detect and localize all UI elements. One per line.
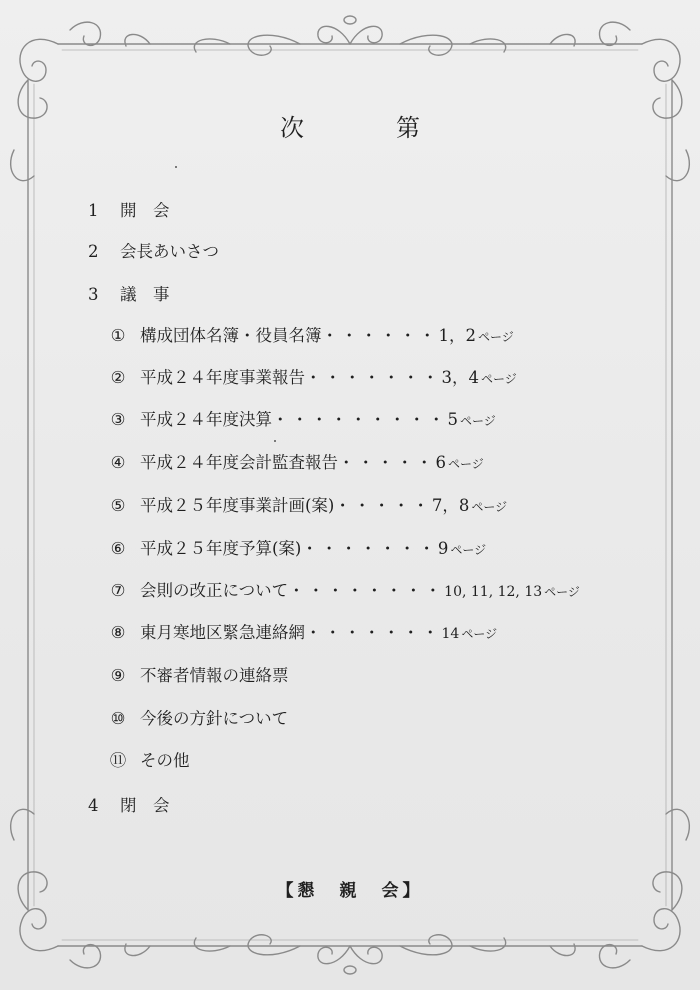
section-number: 3: [88, 285, 99, 304]
page-unit: ページ: [481, 372, 517, 386]
dot-leader: ・・・・・・・・・: [272, 410, 448, 429]
agenda-item: [96, 325, 514, 348]
section-number: 1: [88, 201, 99, 220]
section-label: 議 事: [120, 285, 170, 304]
page-reference: 1，2: [438, 326, 476, 345]
page-unit: ページ: [448, 457, 484, 471]
agenda-item-label: 今後の方針について: [140, 709, 289, 728]
page-unit: ページ: [478, 330, 514, 344]
dot-leader: ・・・・・・: [321, 326, 439, 345]
page-unit: ページ: [471, 500, 508, 514]
page-reference: 9: [437, 539, 449, 558]
agenda-item: [96, 750, 190, 772]
scan-speck: [175, 166, 177, 168]
section-row-3: [88, 284, 170, 306]
agenda-item-marker: ⑨: [110, 666, 126, 685]
section-row-4: [88, 795, 170, 817]
agenda-item-label: 平成２４年度事業報告: [140, 368, 305, 387]
agenda-item: [96, 367, 517, 390]
page-reference: 6: [435, 453, 446, 472]
agenda-item-marker: ⑦: [110, 581, 126, 600]
agenda-item-label: 平成２５年度予算(案): [140, 539, 302, 558]
scan-speck: [274, 440, 276, 442]
page-title: 次 第: [280, 114, 454, 142]
agenda-item-label: 不審者情報の連絡票: [140, 666, 289, 685]
section-number: 4: [88, 796, 99, 815]
page-reference: 10, 11, 12, 13: [444, 584, 543, 600]
section-row-1: [88, 200, 170, 222]
agenda-item: [96, 495, 507, 518]
agenda-item: [96, 708, 288, 730]
page-reference: 3，4: [441, 368, 479, 387]
agenda-item-marker: ①: [110, 326, 126, 345]
page-unit: ページ: [461, 627, 498, 641]
section-label: 閉 会: [120, 796, 170, 815]
agenda-item-marker: ③: [110, 410, 126, 429]
section-number: 2: [88, 242, 99, 261]
agenda-item-label: 平成２４年度決算: [140, 410, 272, 429]
dot-leader: ・・・・・: [338, 453, 436, 472]
agenda-item-marker: ⑥: [110, 539, 126, 558]
agenda-item-marker: ④: [110, 453, 126, 472]
agenda-item-label: 会則の改正について: [140, 581, 289, 600]
agenda-item-marker: ⑩: [110, 709, 126, 728]
agenda-item: [96, 665, 289, 687]
dot-leader: ・・・・・・・: [305, 368, 442, 387]
page-unit: ページ: [460, 414, 496, 428]
dot-leader: ・・・・・・・・: [288, 581, 445, 600]
agenda-item-label: その他: [140, 751, 190, 770]
agenda-item: [96, 409, 496, 432]
agenda-item: [96, 622, 497, 645]
closing-event-label: 【懇 親 会】: [276, 881, 424, 901]
section-row-2: [88, 241, 219, 263]
page-reference: 5: [447, 410, 458, 429]
page-unit: ページ: [544, 585, 580, 599]
agenda-item-marker: ②: [110, 368, 126, 387]
dot-leader: ・・・・・: [334, 496, 432, 515]
agenda-item: [96, 538, 486, 561]
agenda-item: [96, 580, 580, 603]
page-unit: ページ: [450, 543, 487, 557]
agenda-item: [96, 452, 484, 475]
agenda-item-marker: ⑪: [109, 751, 127, 770]
agenda-item-label: 東月寒地区緊急連絡網: [140, 623, 305, 642]
agenda-item-label: 平成２４年度会計監査報告: [140, 453, 338, 472]
section-label: 会長あいさつ: [120, 242, 219, 261]
agenda-item-label: 平成２５年度事業計画(案): [140, 496, 335, 515]
dot-leader: ・・・・・・・: [301, 539, 438, 558]
agenda-item-marker: ⑤: [110, 496, 126, 515]
agenda-item-marker: ⑧: [110, 623, 126, 642]
agenda-item-label: 構成団体名簿・役員名簿: [140, 326, 322, 345]
page-reference: 14: [441, 626, 460, 642]
section-label: 開 会: [120, 201, 170, 220]
dot-leader: ・・・・・・・: [305, 623, 442, 642]
page-reference: 7，8: [431, 496, 470, 515]
